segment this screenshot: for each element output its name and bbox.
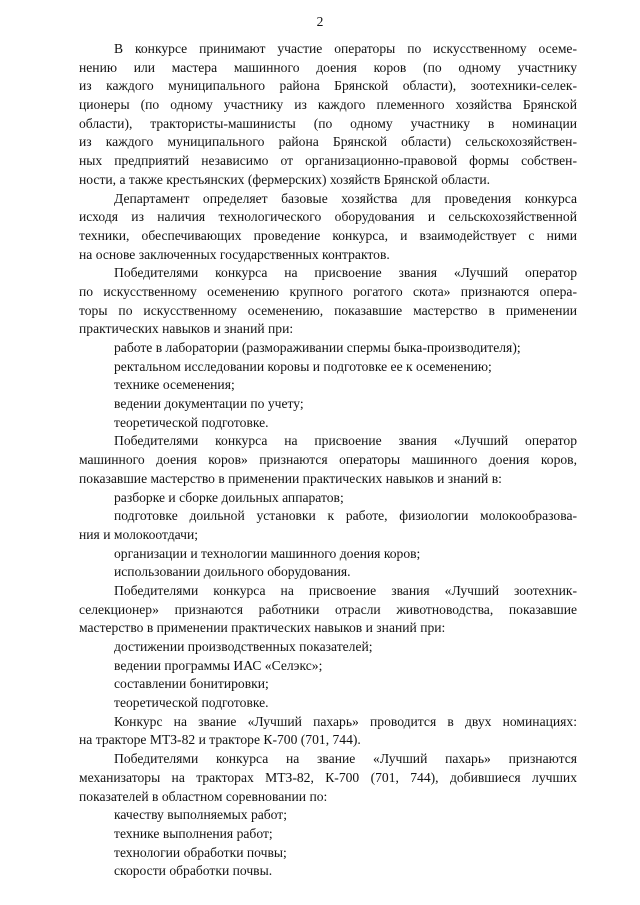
text-line: ционеры (по одному участнику из каждого племенного хозяйства Брянской xyxy=(79,97,577,113)
page-number: 2 xyxy=(316,14,324,29)
text-line: Победителями конкурса на звание «Лучший пахарь» признаются xyxy=(114,751,577,767)
text-line: Департамент определяет базовые хозяйства для проведения конкурса xyxy=(114,190,577,206)
text-line: из каждого муниципального района Брянской области) сельскохозяйствен- xyxy=(79,134,577,150)
text-line: ведении программы ИАС «Селэкс»; xyxy=(114,657,323,673)
text-line: работе в лаборатории (размораживании спермы быка-производителя); xyxy=(114,340,521,355)
text-line: машинного доения коров» признаются операторы машинного доения коров, xyxy=(79,452,577,468)
text-line: технике осеменения; xyxy=(114,377,235,393)
text-line: качеству выполняемых работ; xyxy=(114,807,288,823)
text-line: практических навыков и знаний при: xyxy=(79,321,294,337)
text-line: достижении производственных показателей; xyxy=(114,639,373,654)
text-line: разборке и сборке доильных аппаратов; xyxy=(114,489,344,505)
text-line: скорости обработки почвы. xyxy=(114,863,273,879)
text-line: Конкурс на звание «Лучший пахарь» проводится в двух номинациях: xyxy=(114,713,577,729)
text-line: Победителями конкурса на присвоение звания «Лучший оператор xyxy=(114,433,577,449)
text-line: показателей в областном соревновании по: xyxy=(79,788,328,804)
text-line: теоретической подготовке. xyxy=(114,414,269,430)
text-line: ректальном исследовании коровы и подготовке ее к осеменению; xyxy=(114,358,492,374)
text-line: технологии обработки почвы; xyxy=(114,844,287,860)
text-line: Победителями конкурса на присвоение звания «Лучший зоотехник- xyxy=(114,582,577,598)
text-line: области), трактористы-машинисты (по одному участнику в номинации xyxy=(79,115,577,131)
text-line: мастерство в применении практических навыков и знаний при: xyxy=(79,620,446,636)
text-line: подготовке доильной установки к работе, физиологии молокообразова- xyxy=(114,508,577,524)
text-line: использовании доильного оборудования. xyxy=(114,564,351,580)
text-line: на тракторе МТЗ-82 и тракторе К-700 (701, 744). xyxy=(79,732,361,748)
text-line: ных предприятий независимо от организационно-правовой формы собствен- xyxy=(79,153,577,169)
text-line: ности, а также крестьянских (фермерских) хозяйств Брянской области. xyxy=(79,171,491,187)
text-line: составлении бонитировки; xyxy=(114,676,269,692)
text-line: ведении документации по учету; xyxy=(114,396,304,412)
text-line: организации и технологии машинного доения коров; xyxy=(114,545,421,561)
text-line: теоретической подготовке. xyxy=(114,695,269,711)
text-line: Победителями конкурса на присвоение звания «Лучший оператор xyxy=(114,265,577,281)
document-body xyxy=(79,40,577,881)
text-line: торы по искусственному осеменению, показавшие мастерство в применении xyxy=(79,302,577,318)
text-line: исходя из наличия технологического оборудования и сельскохозяйственной xyxy=(79,209,577,225)
text-line: на основе заключенных государственных контрактов. xyxy=(79,246,390,262)
text-line: по искусственному осеменению крупного рогатого скота» признаются опера- xyxy=(79,283,577,299)
text-line: технике выполнения работ; xyxy=(114,825,273,841)
text-line: В конкурсе принимают участие операторы по искусственному осеме- xyxy=(114,41,577,56)
text-line: показавшие мастерство в применении практических навыков и знаний в: xyxy=(79,470,502,486)
text-line: из каждого муниципального района Брянской области), зоотехники-селек- xyxy=(79,78,577,94)
text-line: нению или мастера машинного доения коров (по одному участнику xyxy=(79,59,577,75)
text-line: ния и молокоотдачи; xyxy=(79,526,199,542)
text-line: механизаторы на тракторах МТЗ-82, К-700 (701, 744), добившиеся лучших xyxy=(79,769,577,785)
text-line: селекционер» признаются работники отрасли животноводства, показавшие xyxy=(79,601,577,617)
text-line: техники, обеспечивающих проведение конкурса, и взаимодействует с ними xyxy=(79,227,577,243)
